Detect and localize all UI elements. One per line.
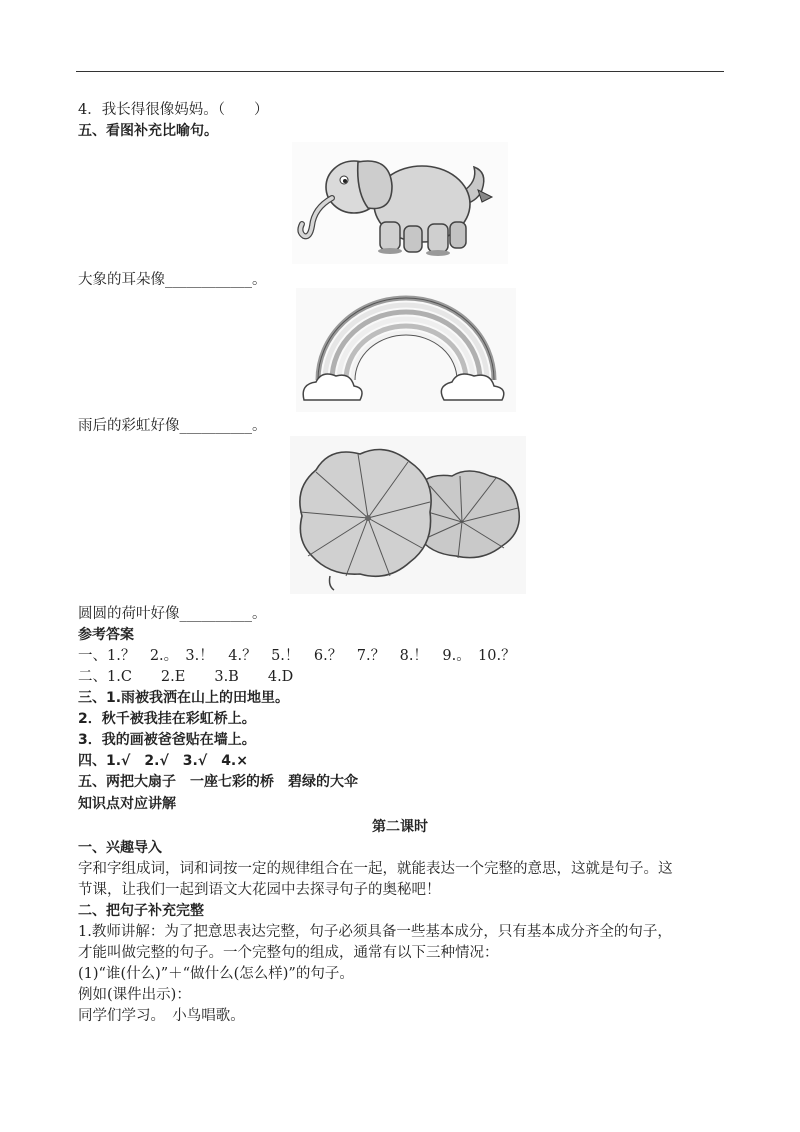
answer-4: 四、1.√ 2.√ 3.√ 4.×	[78, 753, 248, 769]
question-4: 4．我长得很像妈妈。（ ）	[78, 102, 269, 118]
part-1-line-2: 节课，让我们一起到语文大花园中去探寻句子的奥秘吧！	[78, 882, 441, 898]
answer-3-2: 2．秋千被我挂在彩虹桥上。	[78, 711, 256, 727]
lotus-caption: 圆圆的荷叶好像__________。	[78, 606, 267, 622]
part-2-line-3: (1)“谁(什么)”＋“做什么(怎么样)”的句子。	[78, 966, 354, 982]
answer-3-1: 三、1.雨被我洒在山上的田地里。	[78, 690, 290, 706]
header-rule	[76, 71, 724, 72]
part-2-title: 二、把句子补充完整	[78, 903, 204, 919]
lesson-title: 第二课时	[372, 819, 428, 835]
part-1-title: 一、兴趣导入	[78, 840, 162, 856]
part-2-line-1: 1.教师讲解：为了把意思表达完整，句子必须具备一些基本成分，只有基本成分齐全的句子，	[78, 924, 672, 940]
part-1-line-1: 字和字组成词，词和词按一定的规律组合在一起，就能表达一个完整的意思，这就是句子。这	[78, 861, 673, 877]
answers-title: 参考答案	[78, 627, 134, 643]
elephant-image	[292, 142, 508, 264]
rainbow-caption: 雨后的彩虹好像__________。	[78, 418, 267, 434]
answer-5: 五、两把大扇子 一座七彩的桥 碧绿的大伞	[78, 774, 358, 790]
knowledge-title: 知识点对应讲解	[78, 796, 176, 812]
section-5-title: 五、看图补充比喻句。	[78, 123, 218, 139]
elephant-caption: 大象的耳朵像____________。	[78, 272, 267, 288]
part-2-line-5: 同学们学习。 小鸟唱歌。	[78, 1008, 245, 1024]
part-2-line-2: 才能叫做完整的句子。一个完整句的组成，通常有以下三种情况：	[78, 945, 499, 961]
rainbow-image	[296, 288, 516, 412]
part-2-line-4: 例如(课件出示)：	[78, 987, 191, 1003]
answer-3-3: 3．我的画被爸爸贴在墙上。	[78, 732, 256, 748]
lotus-leaf-image	[290, 436, 526, 594]
answer-1: 一、1.？ 2.。 3.！ 4.？ 5.！ 6.？ 7.？ 8.！ 9.。 10.？	[78, 648, 516, 664]
answer-2: 二、1.C 2.E 3.B 4.D	[78, 669, 294, 685]
